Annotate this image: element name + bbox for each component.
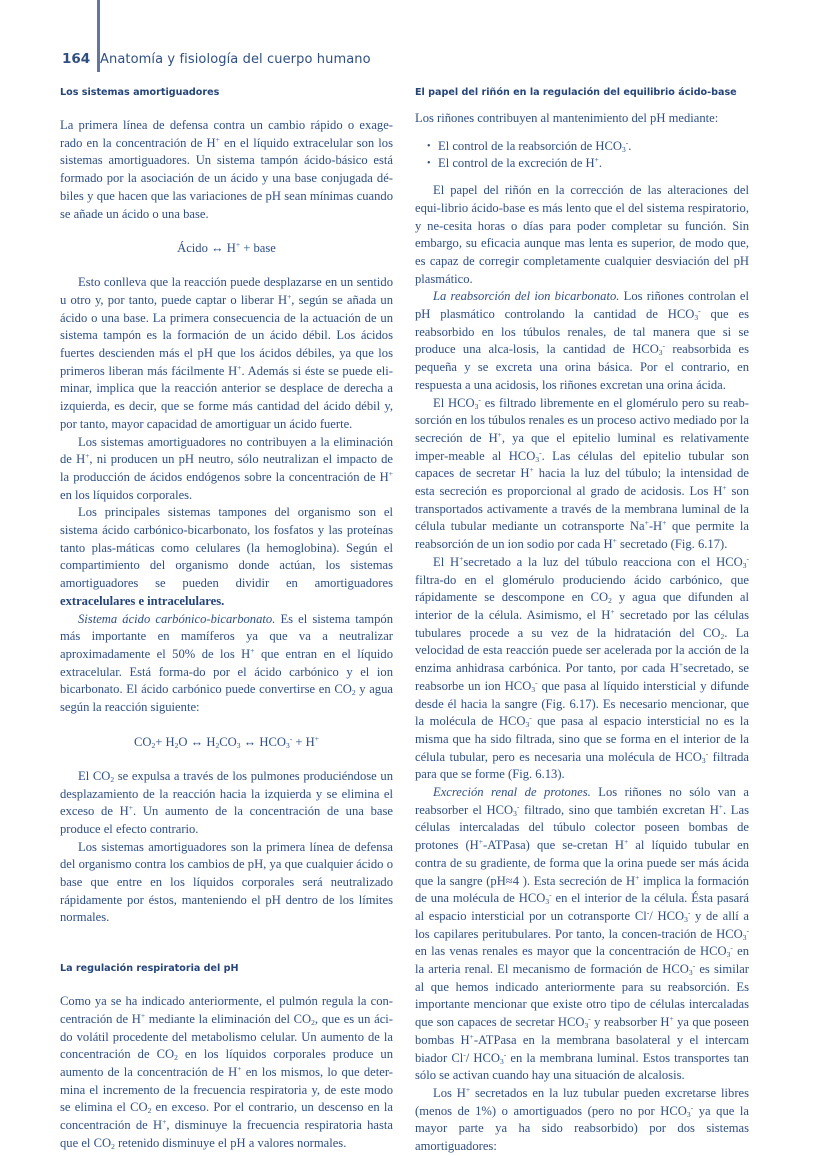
paragraph: El H+secretado a la luz del túbulo reacciona con el $HCO_3^-$ filtra-do en el glomérulo produciendo ácido carbónico, que rápidamente se descompone en $CO_2$ y agua que difunden al interior de la célula. Asimismo, el H+ secretado por las células tubulares procede a su vez de la hidratación del $CO_2$. La velocidad de esta reacción puede ser acelerada por la acción de la enzima anhidrasa carbónica. Por tanto, por cada H+secretado, se reabsorbe un ion $HCO_3^-$ que pasa al líquido intersticial y difunde desde él hacia la sangre (Fig. 6.17). Es necesario mencionar, que la molécula de $HCO_3^-$ que pasa al espacio intersticial no es la misma que ha sido filtrada, sino que se forma en el interior de la célula tubular, pero es necesaria una molécula de $HCO_3^-$ filtrada para que se forme (Fig. 6.13). bbox=[415, 553, 750, 782]
page-number: 164 bbox=[62, 51, 91, 67]
paragraph: Los sistemas amortiguadores no contribuyen a la eliminación de H+, ni producen un pH neutro, sólo neutralizan el impacto de la producción de ácidos endógenos sobre la concentración de H+ en los líquidos corporales. bbox=[60, 434, 393, 502]
section-heading-kidney-role: El papel del riñón en la regulación del equilibrio ácido-base bbox=[415, 87, 737, 98]
paragraph: Los principales sistemas tampones del organismo son el sistema ácido carbónico-bicarbonato, los fosfatos y las proteínas tanto plas-máticas como celulares (la hemoglobina). Según el compartimiento del organismo donde actúan, los sistemas amortiguadores se pueden dividir en amortiguadores extracelulares e intracelulares. bbox=[60, 505, 393, 608]
paragraph: Esto conlleva que la reacción puede desplazarse en un sentido u otro y, por tanto, puede captar o liberar H+, según se añada un ácido o una base. La primera consecuencia de la actuación de un sistema tampón es la formación de un ácido débil. Los ácidos fuertes descienden más el pH que los ácidos débiles, ya que los primeros liberan más fácilmente H+. Además si éste se puede eli-minar, implica que la reacción anterior se desplace de derecha a izquierda, es decir, que se forme más cantidad del ácido débil y, por tanto, mayor capacidad de amortiguar un ácido fuerte. bbox=[60, 275, 394, 431]
bullet-list bbox=[415, 138, 749, 172]
paragraph: Los sistemas amortiguadores son la primera línea de defensa del organismo contra los cambios de pH, ya que cualquier ácido o base que entre en los líquidos corporales será neutralizado rápidamente por éstos, manteniendo el pH dentro de los límites normales. bbox=[60, 839, 393, 925]
right-column bbox=[415, 86, 749, 1156]
paragraph: El papel del riñón en la corrección de las alteraciones del equi-librio ácido-base es más lento que el del sistema respiratorio, y ne-cesita horas o días para poder completar su función. Sin embargo, su eficacia aunque mas lenta es superior, de modo que, es capaz de corregir completamente cualquier desviación del pH plasmático. bbox=[415, 183, 749, 286]
paragraph: El $HCO_3^-$ es filtrado libremente en el glomérulo pero su reab-sorción en los túbulos renales es un proceso activo mediado por la secreción de H+, ya que el epitelio luminal es relativamente imper-meable al $HCO_3^-$. Las células del epitelio tubular son capaces de secretar H+ hacia la luz del túbulo; la intensidad de esta secreción es proporcional al grado de acidosis. Los H+ son transportados activamente a través de la membrana luminal de la célula tubular mediante un cotransporte Na+-H+ que permite la reabsorción de un ion sodio por cada H+ secretado (Fig. 6.17). bbox=[415, 394, 750, 552]
paragraph-intro: Los riñones contribuyen al mantenimiento del pH mediante: bbox=[415, 111, 719, 125]
equation-acid-base: Ácido ↔ H+ + base bbox=[177, 240, 276, 256]
list-item: • El control de la reabsorción de $HCO_3^-$. bbox=[427, 138, 749, 155]
left-column bbox=[60, 86, 393, 1152]
paragraph: El $CO_2$ se expulsa a través de los pulmones produciéndose un desplazamiento de la reacción hacia la izquierda y se elimina el exceso de H+. Un aumento de la concentración de una base produce el efecto contrario. bbox=[60, 768, 394, 836]
running-header bbox=[62, 49, 371, 69]
section-heading-buffer-systems: Los sistemas amortiguadores bbox=[60, 87, 220, 98]
paragraph: Como ya se ha indicado anteriormente, el pulmón regula la con-centración de H+ mediante la eliminación del $CO_2$, que es un áci-do volátil procedente del metabolismo celular. Un aumento de la concentración de $CO_2$ en los líquidos corporales produce un aumento de la concentración de H+ en los mismos, lo que deter-mina el incremento de la frecuencia respiratoria y, de este modo se elimina el $CO_2$ en exceso. Por el contrario, un descenso en la concentración de H+, disminuye la frecuencia respiratoria hasta que el $CO_2$ retenido disminuye el pH a valores normales. bbox=[60, 994, 393, 1151]
list-item: • El control de la excreción de H+. bbox=[427, 155, 749, 172]
paragraph: Sistema ácido carbónico-bicarbonato. Es el sistema tampón más importante en mamíferos ya que va a neutralizar aproximadamente el 50% de los H+ que entran en el líquido extracelular. Está forma-do por el ácido carbónico y el ion bicarbonato. El ácido carbónico puede convertirse en $CO_2$ y agua según la reacción siguiente: bbox=[60, 611, 393, 715]
paragraph: La reabsorción del ion bicarbonato. Los riñones controlan el pH plasmático controlando la cantidad de $HCO_3^-$ que es reabsorbido en los túbulos renales, de tal manera que si se produce una alca-losis, la cantidad de $HCO_3^-$ reabsorbida es pequeña y se excreta una orina básica. Por el contrario, en respuesta a una acidosis, los riñones excretan una orina ácida. bbox=[415, 289, 749, 392]
paragraph: La primera línea de defensa contra un cambio rápido o exage-rado en la concentración de H+ en el líquido extracelular son los sistemas amortiguadores. Un sistema tampón ácido-básico está formado por la asociación de un ácido y una base conjugada dé-biles y que hacen que las variaciones de pH sean mínimas cuando se añade un ácido o una base. bbox=[60, 118, 393, 221]
equation-carbonic-acid: $CO_2+ H_2O$ ↔ $H_2CO_3$ ↔ $HCO_3^- + H^+$ bbox=[134, 733, 319, 750]
paragraph: Los H+ secretados en la luz tubular pueden excretarse libres (menos de 1%) o amortiguados (pero no por $HCO_3^-$ ya que la mayor parte ya ha sido reabsorbido) por dos sistemas amortiguadores: bbox=[415, 1084, 750, 1154]
running-title: Anatomía y fisiología del cuerpo humano bbox=[100, 51, 371, 67]
section-heading-respiratory-regulation: La regulación respiratoria del pH bbox=[60, 963, 239, 975]
paragraph: Excreción renal de protones. Los riñones no sólo van a reabsorber el $HCO_3^-$ filtrado, sino que también excretan H+. Las células intercaladas del túbulo colector poseen bombas de protones (H+-ATPasa) que se-cretan H+ al líquido tubular en contra de su gradiente, de forma que la orina puede ser más ácida que la sangre (pH≈4 ). Esta secreción de H+ implica la formación de una molécula de $HCO_3^-$ en el interior de la célula. Ésta pasará al espacio intersticial por un cotransporte Cl-/ $HCO_3^-$ y de allí a los capilares peritubulares. Por tanto, la concen-tración de $HCO_3^-$ en las venas renales es mayor que la concentración de $HCO_3^-$ en la arteria renal. El mecanismo de formación de $HCO_3^-$ es similar al que hemos indicado anteriormente para su reabsorción. Es importante mencionar que existe otro tipo de células intercaladas que son capaces de secretar $HCO_3^-$ y reabsorber H+ ya que poseen bombas H+-ATPasa en la membrana basolateral y el intercam biador Cl-/ $HCO_3^-$ en la membrana luminal. Estos transportes tan sólo se activan cuando hay una situación de alcalosis. bbox=[415, 785, 750, 1083]
